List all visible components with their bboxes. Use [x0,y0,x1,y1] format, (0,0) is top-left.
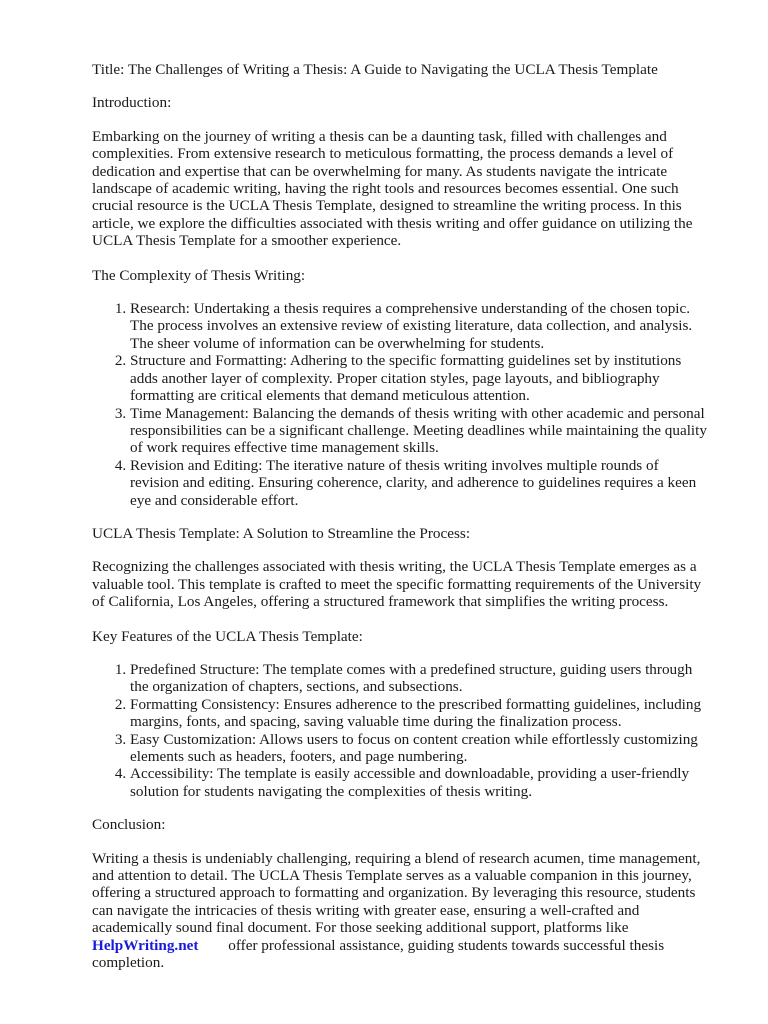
conclusion-tail: offer professional assistance, guiding students towards successful thesis completion. [92,936,665,972]
conclusion-paragraph [92,850,708,972]
helpwriting-link[interactable]: HelpWriting.net [92,936,199,954]
features-heading: Key Features of the UCLA Thesis Template: [92,627,363,645]
list-item: 1. Research: Undertaking a thesis requires a comprehensive understanding of the chosen topic. The process involves an extensive review of existing literature, data collection, and analysis. The sheer volume of information can be overwhelming for students. [130,300,708,352]
intro-paragraph: Embarking on the journey of writing a thesis can be a daunting task, filled with challenges and complexities. From extensive research to meticulous formatting, the process demands a level of dedication and expertise that can be overwhelming for many. As students navigate the intricate landscape of academic writing, having the right tools and resources becomes essential. One such crucial resource is the UCLA Thesis Template, designed to streamline the writing process. In this article, we explore the difficulties associated with thesis writing and offer guidance on utilizing the UCLA Thesis Template for a smoother experience. [92,127,693,250]
document-title: Title: The Challenges of Writing a Thesis: A Guide to Navigating the UCLA Thesis Template [92,61,658,78]
list-item: 4. Revision and Editing: The iterative nature of thesis writing involves multiple rounds of revision and editing. Ensuring coherence, clarity, and adherence to guidelines requires a keen eye and considerable effort. [130,457,708,509]
intro-heading: Introduction: [92,94,172,112]
solution-heading: UCLA Thesis Template: A Solution to Streamline the Process: [92,524,471,542]
complexity-heading: The Complexity of Thesis Writing: [92,266,306,284]
conclusion-heading: Conclusion: [92,816,166,834]
solution-paragraph: Recognizing the challenges associated with thesis writing, the UCLA Thesis Template emerges as a valuable tool. This template is crafted to meet the specific formatting requirements of the University of California, Los Angeles, offering a structured framework that simplifies the writing process. [92,558,702,611]
list-item: 4. Accessibility: The template is easily accessible and downloadable, providing a user-friendly solution for students navigating the complexities of thesis writing. [130,765,708,800]
list-item: 1. Predefined Structure: The template comes with a predefined structure, guiding users through the organization of chapters, sections, and subsections. [130,661,708,696]
list-item: 3. Easy Customization: Allows users to focus on content creation while effortlessly customizing elements such as headers, footers, and page numbering. [130,731,708,766]
features-list [92,661,708,800]
list-item: 2. Structure and Formatting: Adhering to the specific formatting guidelines set by institutions adds another layer of complexity. Proper citation styles, page layouts, and bibliography formatting are critical elements that demand meticulous attention. [130,352,708,404]
complexity-list [92,300,708,509]
list-item: 3. Time Management: Balancing the demands of thesis writing with other academic and personal responsibilities can be a significant challenge. Meeting deadlines while maintaining the quality of work requires effective time management skills. [130,405,708,457]
conclusion-text: Writing a thesis is undeniably challenging, requiring a blend of research acumen, time management, and attention to detail. The UCLA Thesis Template serves as a valuable companion in this journey, offering a structured approach to formatting and organization. By leveraging this resource, students can navigate the intricacies of thesis writing with greater ease, ensuring a well-crafted and academically sound final document. For those seeking additional support, platforms like [92,849,701,937]
list-item: 2. Formatting Consistency: Ensures adherence to the prescribed formatting guidelines, including margins, fonts, and spacing, saving valuable time during the finalization process. [130,696,708,731]
